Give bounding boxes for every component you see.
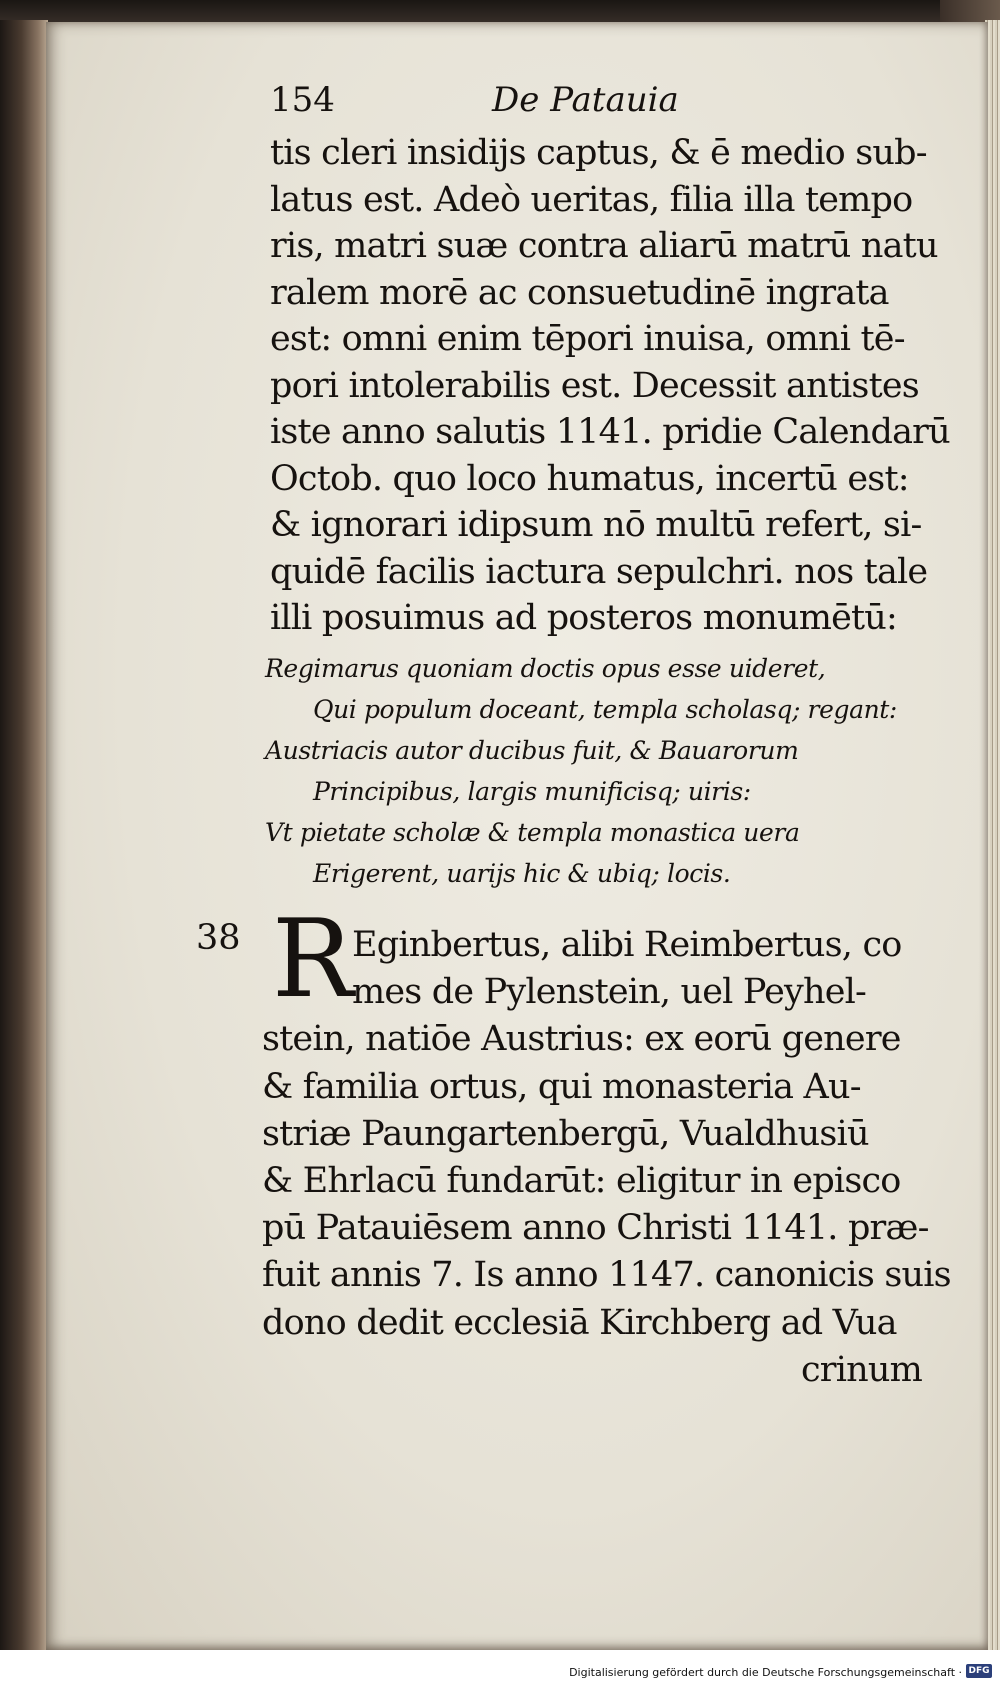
text-line: fuit annis 7. Is anno 1147. canonicis suis [262,1255,951,1296]
text-line: dono dedit ecclesiā Kirchberg ad Vua [262,1302,897,1343]
verse-line: Principibus, largis munificisq; uiris: [313,777,751,806]
dfg-logo: DFG [966,1664,992,1678]
verse-line: Erigerent, uarijs hic & ubiq; locis. [313,859,731,888]
text-line: Eginbertus, alibi Reimbertus, co [352,925,902,965]
verse-line: Qui populum doceant, templa scholasq; regant: [313,695,897,724]
text-line: latus est. Adeò ueritas, filia illa tempo [270,179,913,220]
entry-number: 38 [196,918,241,958]
text-line: striæ Paungartenbergū, Vualdhusiū [262,1113,869,1154]
verse-line: Regimarus quoniam doctis opus esse uideret, [265,654,826,683]
epitaph-verse [265,648,945,894]
text-line: ris, matri suæ contra aliarū matrū natu [270,226,938,266]
text-line: pū Patauiēsem anno Christi 1141. præ- [262,1208,929,1249]
text-line: illi posuimus ad posteros monumētū: [270,598,898,638]
drop-initial: R [272,897,354,1022]
digitization-credit: Digitalisierung gefördert durch die Deutsche Forschungsgemeinschaft · [569,1666,962,1679]
text-line: iste anno salutis 1141. pridie Calendarū [270,412,950,452]
running-head [270,80,730,130]
text-line: quidē facilis iactura sepulchri. nos tale [270,551,928,592]
running-title: De Patauia [492,80,679,120]
text-line: Octob. quo loco humatus, incertū est: [270,458,909,499]
entry-text [262,922,951,1394]
catchword: crinum [801,1349,922,1390]
text-line: pori intolerabilis est. Decessit antistes [270,365,919,406]
verse-line: Austriacis autor ducibus fuit, & Bauarorum [265,736,799,765]
verse-line: Vt pietate scholæ & templa monastica uera [265,818,800,847]
body-text [270,130,950,642]
text-line: tis cleri insidijs captus, & ē medio sub- [270,133,927,173]
text-line: mes de Pylenstein, uel Peyhel- [352,972,867,1013]
page-number: 154 [270,80,335,120]
text-line: & Ehrlacū fundarūt: eligitur in episco [262,1160,901,1201]
text-line: est: omni enim tēpori inuisa, omni tē- [270,319,905,359]
book-binding [0,20,48,1652]
text-line: & familia ortus, qui monasteria Au- [262,1066,861,1107]
text-line: ralem morē ac consuetudinē ingrata [270,272,889,313]
text-line: & ignorari idipsum nō multū refert, si- [270,505,922,545]
text-line: stein, natiōe Austrius: ex eorū genere [262,1019,901,1060]
